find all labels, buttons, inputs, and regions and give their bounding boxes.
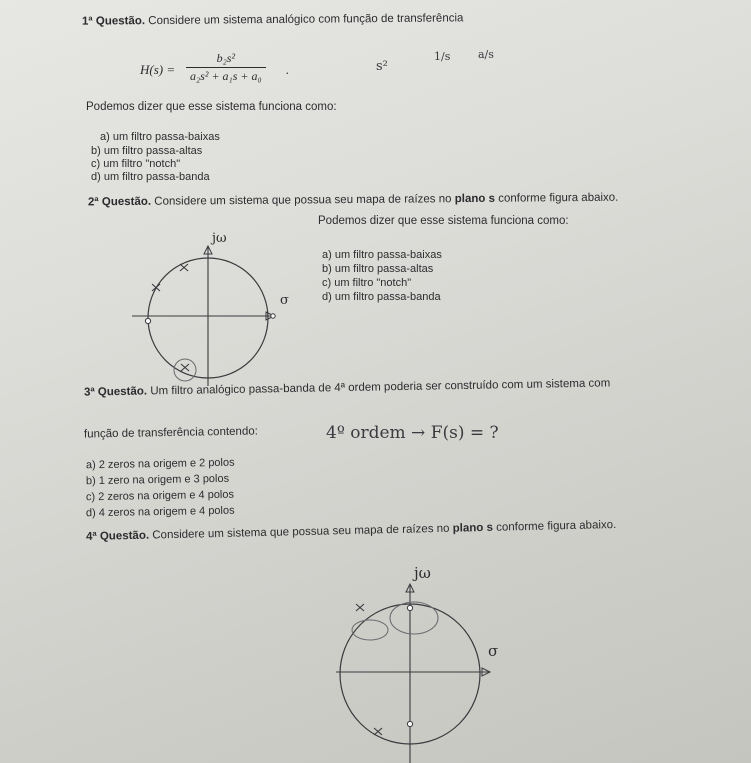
q2-option-c: c) um filtro "notch" [322, 277, 412, 289]
q1-option-b: b) um filtro passa-altas [91, 145, 203, 157]
q2-prompt: Podemos dizer que esse sistema funciona como: [318, 215, 569, 227]
q4-pencil-ellipse [390, 602, 438, 634]
q2-axis-y-label: jω [212, 231, 227, 246]
q1-formula-numerator: b₂s² [216, 51, 236, 65]
q2-root-locus-diagram [130, 224, 300, 389]
q2-option-a: a) um filtro passa-baixas [322, 249, 442, 261]
q4-title-bold: plano s [452, 521, 494, 535]
q1-handwritten-note-3: a/s [478, 48, 494, 61]
q1-formula-end: . [286, 62, 290, 77]
q4-axis-x-label: σ [488, 642, 499, 660]
q1-title: Considere um sistema analógico com função de transferência [148, 12, 464, 28]
q2-title-b: conforme figura abaixo. [498, 191, 619, 205]
q1-option-a: a) um filtro passa-baixas [100, 131, 220, 143]
q1-option-c: c) um filtro "notch" [91, 158, 181, 170]
q1-formula-denominator: a₂s² + a₁s + a₀ [186, 67, 266, 84]
q3-option-d: d) 4 zeros na origem e 4 polos [85, 504, 235, 520]
q4-pencil-ellipse [352, 620, 388, 640]
q1-handwritten-note-1: s² [376, 59, 388, 74]
q3-option-b: b) 1 zero na origem e 3 polos [85, 472, 230, 488]
q1-number: 1ª Questão. [81, 15, 146, 28]
q4-title-b: conforme figura abaixo. [496, 518, 617, 534]
q2-option-b: b) um filtro passa-altas [322, 263, 434, 275]
q1-prompt: Podemos dizer que esse sistema funciona como: [86, 101, 337, 113]
q4-zero-marker [407, 721, 412, 726]
q3-title-line2: função de transferência contendo: [83, 425, 258, 441]
q3-handwritten-note: 4º ordem → F(s) = ? [326, 423, 499, 443]
q4-heading [86, 519, 617, 544]
q4-number: 4ª Questão. [85, 529, 150, 544]
q4-zero-marker [407, 605, 412, 610]
q1-option-d: d) um filtro passa-banda [91, 171, 210, 183]
q2-zero-marker [145, 318, 150, 323]
q2-title-bold: plano s [454, 192, 496, 206]
q3-number: 3ª Questão. [83, 385, 148, 399]
q3-title-line1: Um filtro analógico passa-banda de 4ª ordem poderia ser construído com um sistema com [150, 377, 611, 398]
q4-pole-marker [374, 728, 382, 735]
q2-number: 2ª Questão. [87, 195, 152, 209]
q4-axis-y-label: jω [414, 564, 431, 582]
q2-title-a: Considere um sistema que possua seu mapa de raízes no [154, 193, 452, 208]
q1-heading [82, 12, 464, 28]
q3-option-c: c) 2 zeros na origem e 4 polos [85, 488, 235, 504]
q1-handwritten-note-2: 1/s [434, 50, 451, 63]
q1-formula-lhs: H(s) = [140, 62, 176, 77]
q3-option-a: a) 2 zeros na origem e 2 polos [85, 456, 235, 472]
q2-axis-x-label: σ [280, 293, 289, 308]
q2-option-d: d) um filtro passa-banda [322, 291, 441, 303]
q4-pole-marker [356, 604, 364, 611]
q1-formula-fraction [186, 51, 266, 84]
q2-heading [88, 192, 618, 210]
q2-zero-marker [271, 314, 275, 318]
q4-root-locus-diagram [330, 556, 520, 763]
q2-pole-marker [181, 364, 189, 371]
q2-pole-marker [180, 264, 188, 271]
q2-pole-marker [152, 284, 160, 291]
q4-title-a: Considere um sistema que possua seu mapa de raízes no [152, 522, 450, 542]
